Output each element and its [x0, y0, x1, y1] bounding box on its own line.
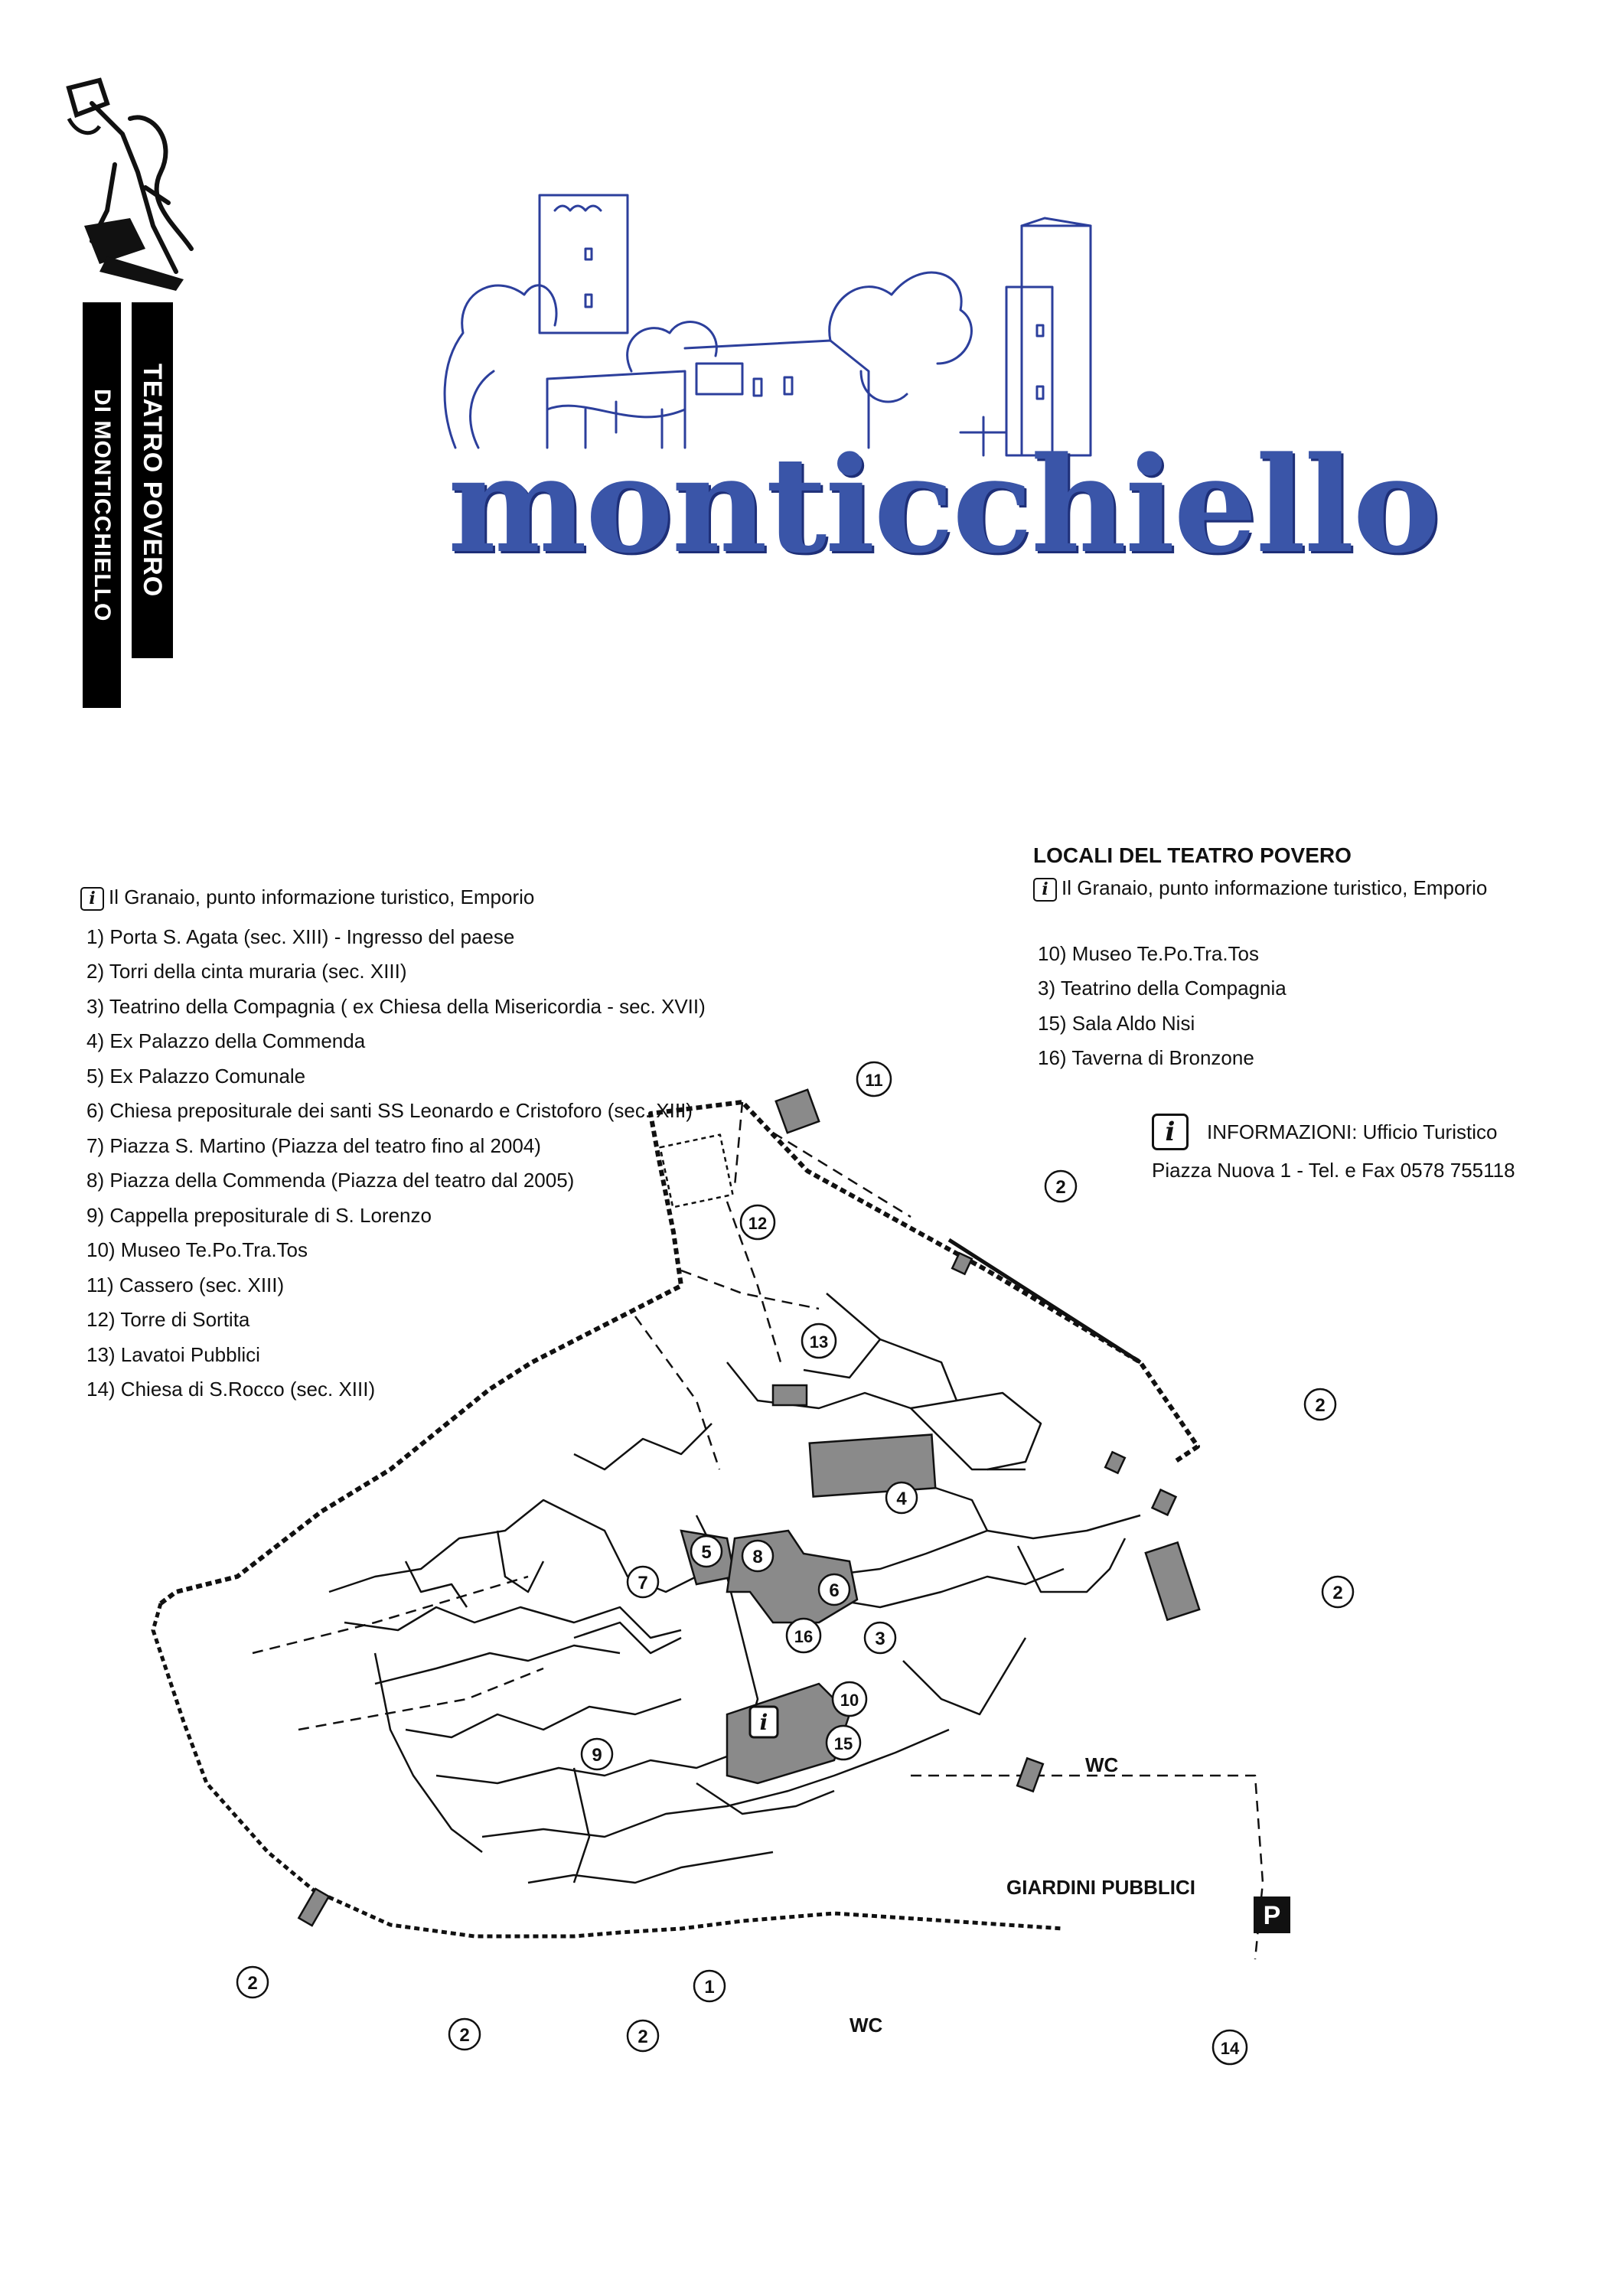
marker-3: [865, 1623, 895, 1653]
svg-text:12: 12: [748, 1214, 768, 1233]
svg-text:7: 7: [638, 1573, 648, 1593]
building-palazzo-commenda: [810, 1435, 935, 1497]
venues-info-text: Il Granaio, punto informazione turistico, Emporio: [1061, 876, 1488, 899]
gardens-label: GIARDINI PUBBLICI: [1006, 1876, 1195, 1899]
svg-text:2: 2: [247, 1973, 258, 1994]
legend-item: 6) Chiesa prepositurale dei santi SS Leonardo e Cristoforo (sec. XIII): [86, 1099, 693, 1122]
svg-text:16: 16: [794, 1627, 814, 1646]
marker-5: [691, 1536, 722, 1567]
page-title: monticchiello: [448, 427, 1440, 582]
marker-2: [449, 2019, 480, 2050]
venues-heading: LOCALI DEL TEATRO POVERO: [1033, 843, 1352, 867]
svg-text:15: 15: [833, 1734, 853, 1753]
svg-text:2: 2: [1315, 1395, 1326, 1416]
svg-text:1: 1: [704, 1977, 715, 1998]
village-sketch-illustration: [432, 180, 1236, 455]
marker-4: [886, 1482, 917, 1513]
parking-icon: [1254, 1896, 1290, 1933]
marker-12: [741, 1205, 774, 1239]
info-office-address: Piazza Nuova 1 - Tel. e Fax 0578 755118: [1152, 1159, 1515, 1182]
svg-text:2: 2: [1055, 1177, 1066, 1198]
tower-ne-2: [1105, 1452, 1125, 1473]
village-map: [145, 1041, 1343, 2097]
venue-item: 15) Sala Aldo Nisi: [1038, 1011, 1195, 1035]
legend-item: 4) Ex Palazzo della Commenda: [86, 1029, 366, 1052]
legend-item: 8) Piazza della Commenda (Piazza del teatro dal 2005): [86, 1169, 575, 1192]
marker-10: [833, 1682, 866, 1716]
info-icon: i: [1152, 1114, 1189, 1150]
info-icon: i: [1033, 878, 1057, 902]
svg-text:5: 5: [701, 1542, 712, 1563]
info-icon: i: [80, 887, 104, 911]
tower-ne-1: [952, 1253, 972, 1274]
legend-item: 3) Teatrino della Compagnia ( ex Chiesa della Misericordia - sec. XVII): [86, 994, 706, 1018]
svg-text:3: 3: [875, 1629, 885, 1649]
svg-text:10: 10: [840, 1691, 859, 1710]
theatre-logo-icon: [61, 73, 199, 295]
venue-item: 16) Taverna di Bronzone: [1038, 1046, 1254, 1069]
marker-9: [582, 1739, 612, 1769]
legend-item: 12) Torre di Sortita: [86, 1308, 250, 1331]
legend-item: 13) Lavatoi Pubblici: [86, 1342, 260, 1366]
svg-text:P: P: [1263, 1901, 1281, 1930]
svg-text:14: 14: [1220, 2039, 1240, 2058]
svg-text:8: 8: [752, 1547, 763, 1567]
marker-2: [1322, 1577, 1353, 1607]
tower-sw: [298, 1889, 328, 1926]
svg-text:i: i: [759, 1710, 768, 1735]
venue-item: 3) Teatrino della Compagnia: [1038, 977, 1286, 1000]
svg-text:13: 13: [809, 1332, 829, 1352]
map-info-icon: [750, 1707, 778, 1737]
legend-item: 9) Cappella prepositurale di S. Lorenzo: [86, 1203, 432, 1227]
marker-2: [1045, 1171, 1076, 1202]
legend-item: 14) Chiesa di S.Rocco (sec. XIII): [86, 1378, 376, 1401]
tower-ne-3: [1153, 1490, 1176, 1515]
svg-text:6: 6: [829, 1580, 840, 1601]
marker-7: [628, 1567, 658, 1597]
venues-info-row: [1033, 871, 1569, 906]
legend-item: 10) Museo Te.Po.Tra.Tos: [86, 1238, 308, 1261]
marker-13: [802, 1324, 836, 1358]
marker-2: [1305, 1389, 1335, 1420]
marker-11: [857, 1062, 891, 1096]
building-wc: [1017, 1758, 1043, 1791]
marker-15: [827, 1726, 860, 1760]
legend-info-text: Il Granaio, punto informazione turistico, Emporio: [109, 885, 535, 908]
village-map-drawing: [145, 1041, 1343, 2097]
svg-text:2: 2: [638, 2027, 648, 2047]
marker-8: [742, 1541, 773, 1571]
building-lavatoi: [773, 1385, 807, 1405]
marker-2: [237, 1967, 268, 1998]
vertical-title-line1: TEATRO POVERO: [132, 302, 173, 658]
legend-item: 1) Porta S. Agata (sec. XIII) - Ingresso del paese: [86, 925, 515, 948]
marker-16: [787, 1619, 820, 1652]
svg-text:4: 4: [896, 1489, 907, 1509]
svg-text:11: 11: [865, 1071, 883, 1090]
legend-item: 7) Piazza S. Martino (Piazza del teatro fino al 2004): [86, 1133, 541, 1157]
marker-1: [694, 1971, 725, 2001]
svg-text:2: 2: [1332, 1583, 1343, 1603]
legend-item: 2) Torri della cinta muraria (sec. XIII): [86, 960, 407, 983]
legend-item: 11) Cassero (sec. XIII): [86, 1273, 285, 1296]
info-office-label: INFORMAZIONI: Ufficio Turistico: [1207, 1120, 1498, 1143]
vertical-title-line2: DI MONTICCHIELLO: [83, 302, 121, 708]
legend-info-row: [80, 880, 922, 915]
marker-6: [819, 1574, 850, 1605]
svg-text:9: 9: [592, 1745, 602, 1766]
svg-text:2: 2: [459, 2025, 470, 2046]
venue-item: 10) Museo Te.Po.Tra.Tos: [1038, 941, 1260, 965]
building-san-rocco: [1146, 1542, 1199, 1619]
building-cassero: [776, 1090, 819, 1133]
marker-14: [1213, 2030, 1247, 2064]
wc-label: WC: [1085, 1753, 1119, 1776]
legend-item: 5) Ex Palazzo Comunale: [86, 1064, 306, 1088]
marker-2: [628, 2020, 658, 2051]
wc-label: WC: [850, 2014, 883, 2037]
